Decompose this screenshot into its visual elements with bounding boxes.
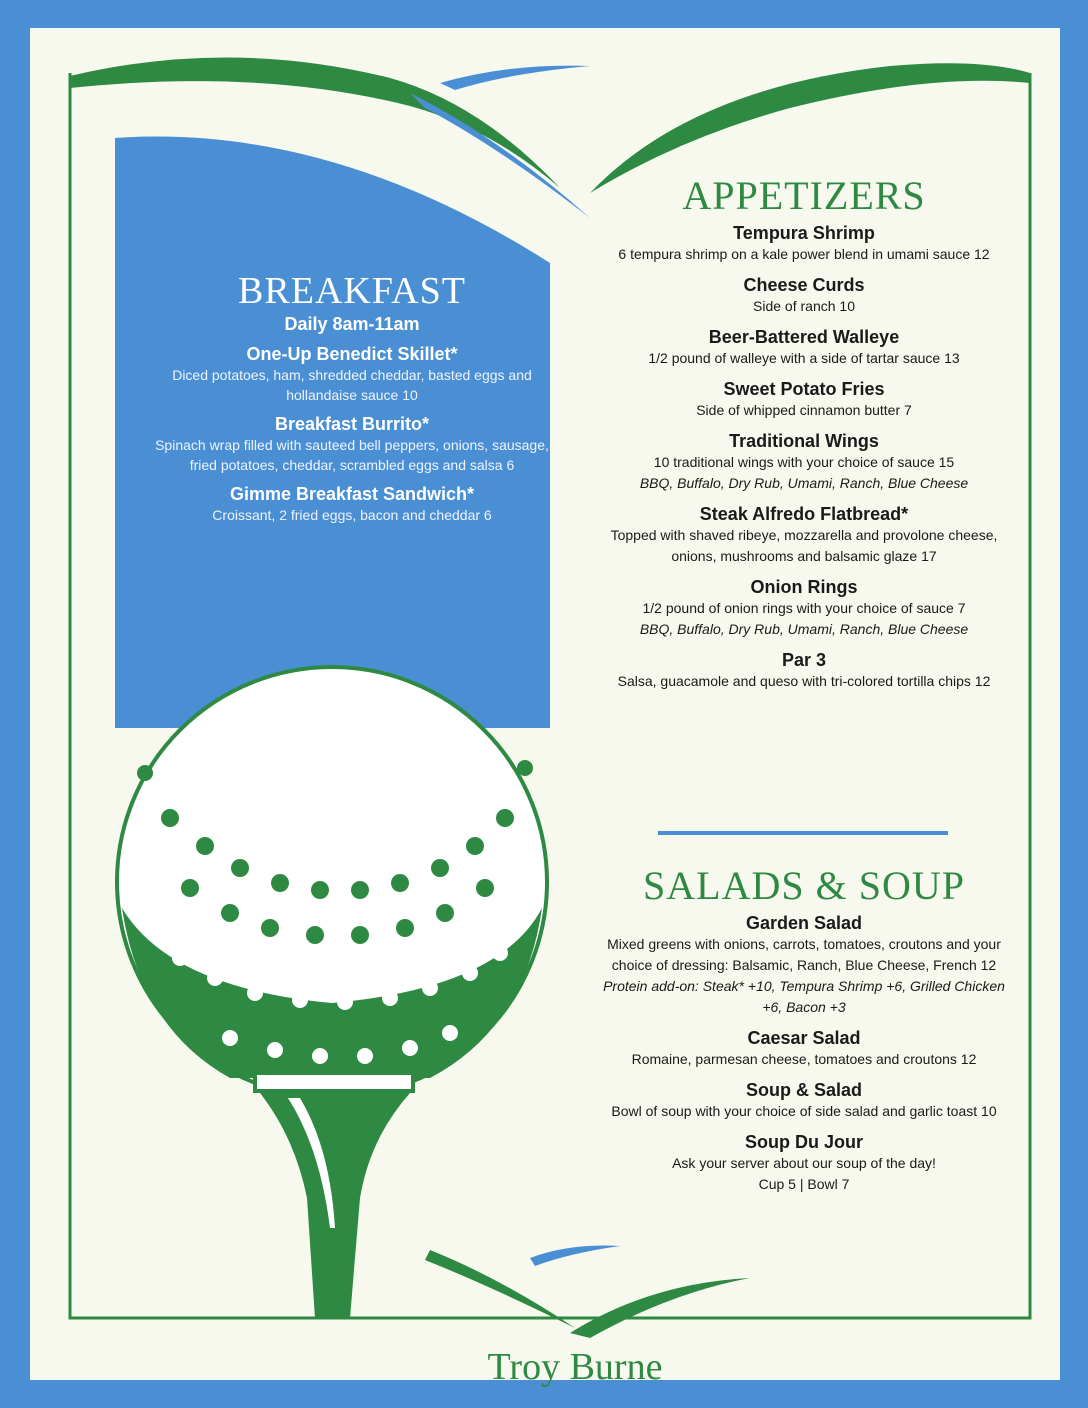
brand-logo-text: Troy Burne	[487, 1346, 663, 1388]
menu-item	[598, 503, 1010, 567]
menu-item-name: Garden Salad	[745, 913, 863, 933]
menu-item-desc: 1/2 pound of walleye with a side of tartar sauce 13	[648, 350, 960, 366]
menu-item-desc: Mixed greens with onions, carrots, tomatoes, croutons and your choice of dressing: Balsamic, Ranch, Blue Cheese, French 12	[607, 936, 1001, 973]
breakfast-section	[142, 272, 562, 525]
menu-card	[30, 28, 1060, 1388]
menu-item-desc: Salsa, guacamole and queso with tri-colored tortilla chips 12	[617, 673, 991, 689]
menu-item	[598, 1079, 1010, 1122]
menu-item-name: Onion Rings	[750, 577, 858, 597]
menu-item-desc: Topped with shaved ribeye, mozzarella and provolone cheese, onions, mushrooms and balsamic glaze 17	[610, 527, 998, 564]
menu-item-desc: 1/2 pound of onion rings with your choice of sauce 7	[642, 600, 966, 616]
menu-item-options: BBQ, Buffalo, Dry Rub, Umami, Ranch, Blue Cheese	[639, 621, 969, 637]
menu-item-name: Sweet Potato Fries	[723, 379, 885, 399]
section-divider	[658, 831, 948, 835]
breakfast-item-name: Gimme Breakfast Sandwich*	[229, 484, 475, 504]
menu-item-name: Soup Du Jour	[745, 1132, 863, 1152]
menu-item	[598, 649, 1010, 692]
menu-item	[598, 912, 1010, 1018]
breakfast-item-desc: Croissant, 2 fried eggs, bacon and cheddar 6	[212, 507, 492, 523]
menu-item	[598, 274, 1010, 317]
menu-item-name: Steak Alfredo Flatbread*	[699, 504, 909, 524]
menu-item-options: BBQ, Buffalo, Dry Rub, Umami, Ranch, Blue Cheese	[639, 475, 969, 491]
menu-item-name: Cheese Curds	[743, 275, 865, 295]
golf-tee	[260, 1093, 410, 1318]
menu-item-desc: Ask your server about our soup of the day!	[672, 1155, 936, 1171]
menu-item	[598, 1131, 1010, 1195]
salads-section	[598, 863, 1010, 1204]
breakfast-item-name: Breakfast Burrito*	[274, 414, 430, 434]
menu-item-name: Caesar Salad	[747, 1028, 861, 1048]
menu-item-name: Traditional Wings	[729, 431, 879, 451]
appetizers-heading: APPETIZERS	[682, 173, 926, 218]
menu-item-name: Soup & Salad	[745, 1080, 862, 1100]
breakfast-item-name: One-Up Benedict Skillet*	[246, 344, 458, 364]
breakfast-item	[142, 343, 562, 405]
menu-item	[598, 576, 1010, 640]
menu-item-desc: Romaine, parmesan cheese, tomatoes and croutons 12	[631, 1051, 977, 1067]
menu-item-desc: Side of ranch 10	[753, 298, 855, 314]
menu-item	[598, 1027, 1010, 1070]
breakfast-heading: BREAKFAST	[238, 270, 466, 312]
menu-item	[598, 222, 1010, 265]
menu-item-desc: Side of whipped cinnamon butter 7	[696, 402, 912, 418]
menu-item	[598, 430, 1010, 494]
breakfast-item-desc: Spinach wrap filled with sauteed bell peppers, onions, sausage, fried potatoes, cheddar, scrambled eggs and salsa 6	[155, 437, 549, 473]
menu-item-desc: 6 tempura shrimp on a kale power blend in umami sauce 12	[618, 246, 990, 262]
menu-item-desc: 10 traditional wings with your choice of sauce 15	[653, 454, 955, 470]
menu-item	[598, 378, 1010, 421]
breakfast-item	[142, 483, 562, 525]
breakfast-item-desc: Diced potatoes, ham, shredded cheddar, basted eggs and hollandaise sauce 10	[172, 367, 532, 403]
menu-item-name: Tempura Shrimp	[733, 223, 875, 243]
menu-item-name: Par 3	[781, 650, 827, 670]
tee-collar	[255, 1073, 413, 1091]
breakfast-hours: Daily 8am-11am	[284, 314, 420, 334]
menu-item-options: Protein add-on: Steak* +10, Tempura Shrimp +6, Grilled Chicken +6, Bacon +3	[603, 978, 1005, 1015]
menu-item	[598, 326, 1010, 369]
menu-item-price: Cup 5 | Bowl 7	[758, 1176, 850, 1192]
salads-heading: SALADS & SOUP	[643, 863, 965, 908]
breakfast-item	[142, 413, 562, 475]
appetizers-section	[598, 173, 1010, 701]
menu-item-desc: Bowl of soup with your choice of side salad and garlic toast 10	[611, 1103, 997, 1119]
menu-item-name: Beer-Battered Walleye	[708, 327, 900, 347]
